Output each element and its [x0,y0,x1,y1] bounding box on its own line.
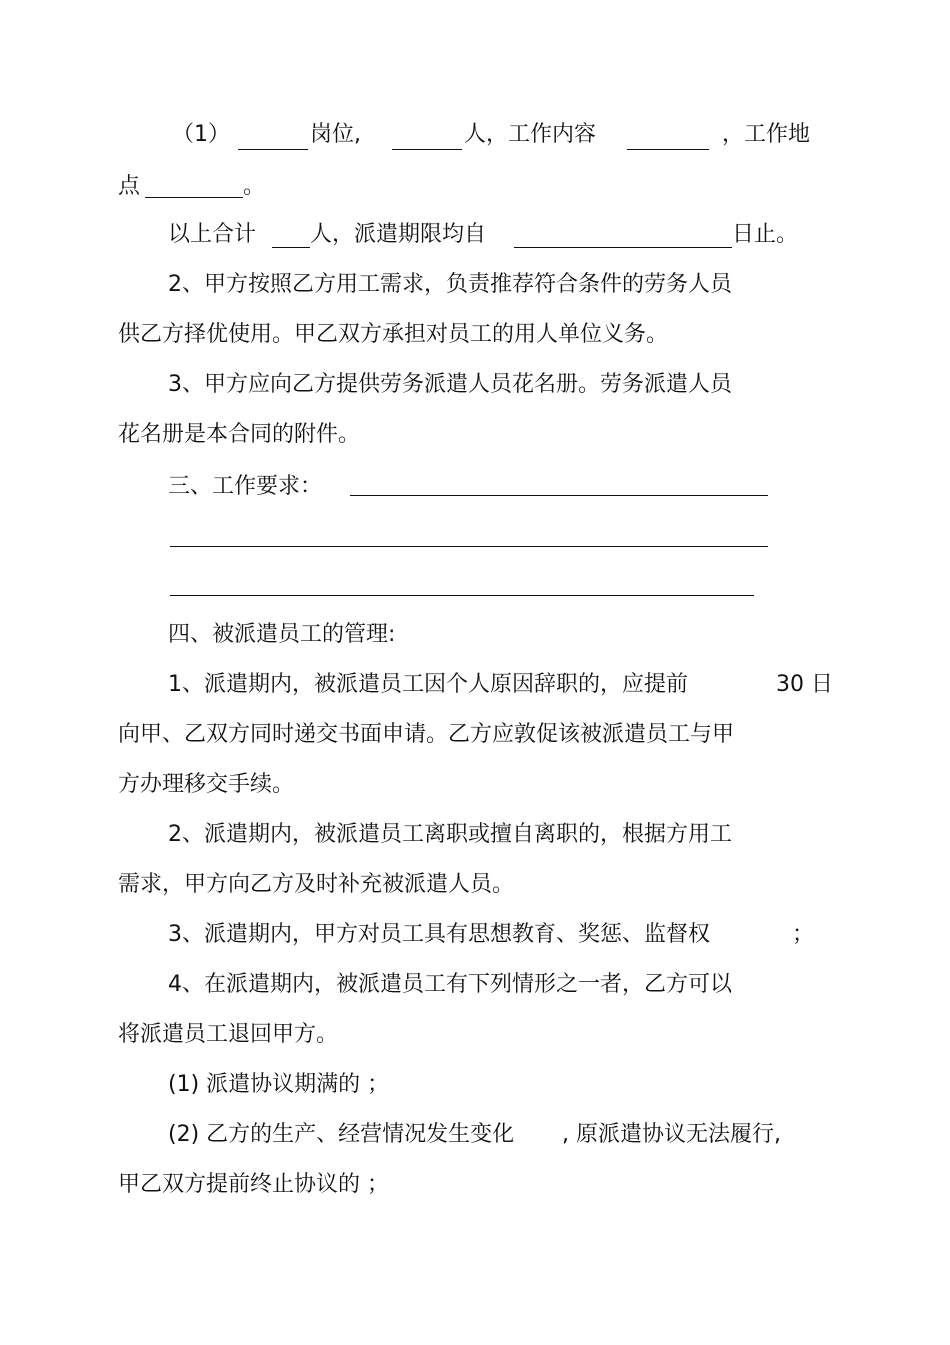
blank-place [145,197,243,198]
paragraph-line: 3、甲方应向乙方提供劳务派遣人员花名册。劳务派遣人员 [168,372,732,397]
blank-work-content [627,149,709,150]
paragraph-line: 1、派遣期内，被派遣员工因个人原因辞职的，应提前 [168,672,688,697]
item-number: （1） [172,122,230,147]
blank-term [514,247,732,248]
paragraph-line: 2、甲方按照乙方用工需求，负责推荐符合条件的劳务人员 [168,272,732,297]
text-end: 日止。 [732,222,799,247]
text-period: 。 [243,174,266,199]
text-place: 点 [118,174,141,199]
text-work-content: 人，工作内容 [464,122,597,147]
paragraph-line: 4、在派遣期内，被派遣员工有下列情形之一者，乙方可以 [168,972,732,997]
blank-requirement-1 [350,495,768,496]
blank-requirement-2 [170,546,768,547]
text-dispatch-term: 人，派遣期限均自 [310,222,487,247]
section-heading: 三、工作要求： [168,474,323,499]
section-heading: 四、被派遣员工的管理: [168,622,396,647]
paragraph-line: 2、派遣期内，被派遣员工离职或擅自离职的，根据方用工 [168,822,732,847]
paragraph-line: 花名册是本合同的附件。 [118,422,361,447]
paragraph-line: 3、派遣期内，甲方对员工具有思想教育、奖惩、监督权 [168,922,710,947]
blank-count [392,149,462,150]
paragraph-line: 需求，甲方向乙方及时补充被派遣人员。 [118,872,515,897]
text-work-place: ，工作地 [722,122,811,147]
paragraph-line: 方办理移交手续。 [118,772,295,797]
paragraph-line: 向甲、乙双方同时递交书面申请。乙方应敦促该被派遣员工与甲 [118,722,735,747]
list-item-continued: , 原派遣协议无法履行, [562,1122,781,1147]
paragraph-line: 将派遣员工退回甲方。 [118,1022,339,1047]
list-item: (2) 乙方的生产、经营情况发生变化 [168,1122,515,1147]
paragraph-line: 甲乙双方提前终止协议的 ； [118,1172,389,1197]
paragraph-line-end: ； [792,922,815,947]
text-position: 岗位, [310,122,361,147]
blank-total [272,247,310,248]
blank-requirement-3 [170,595,754,596]
list-item: (1) 派遣协议期满的 ； [168,1072,390,1097]
paragraph-line: 供乙方择优使用。甲乙双方承担对员工的用人单位义务。 [118,322,669,347]
paragraph-line-end: 30 日 [776,672,833,697]
blank-position [238,149,308,150]
text-total: 以上合计 [168,222,257,247]
